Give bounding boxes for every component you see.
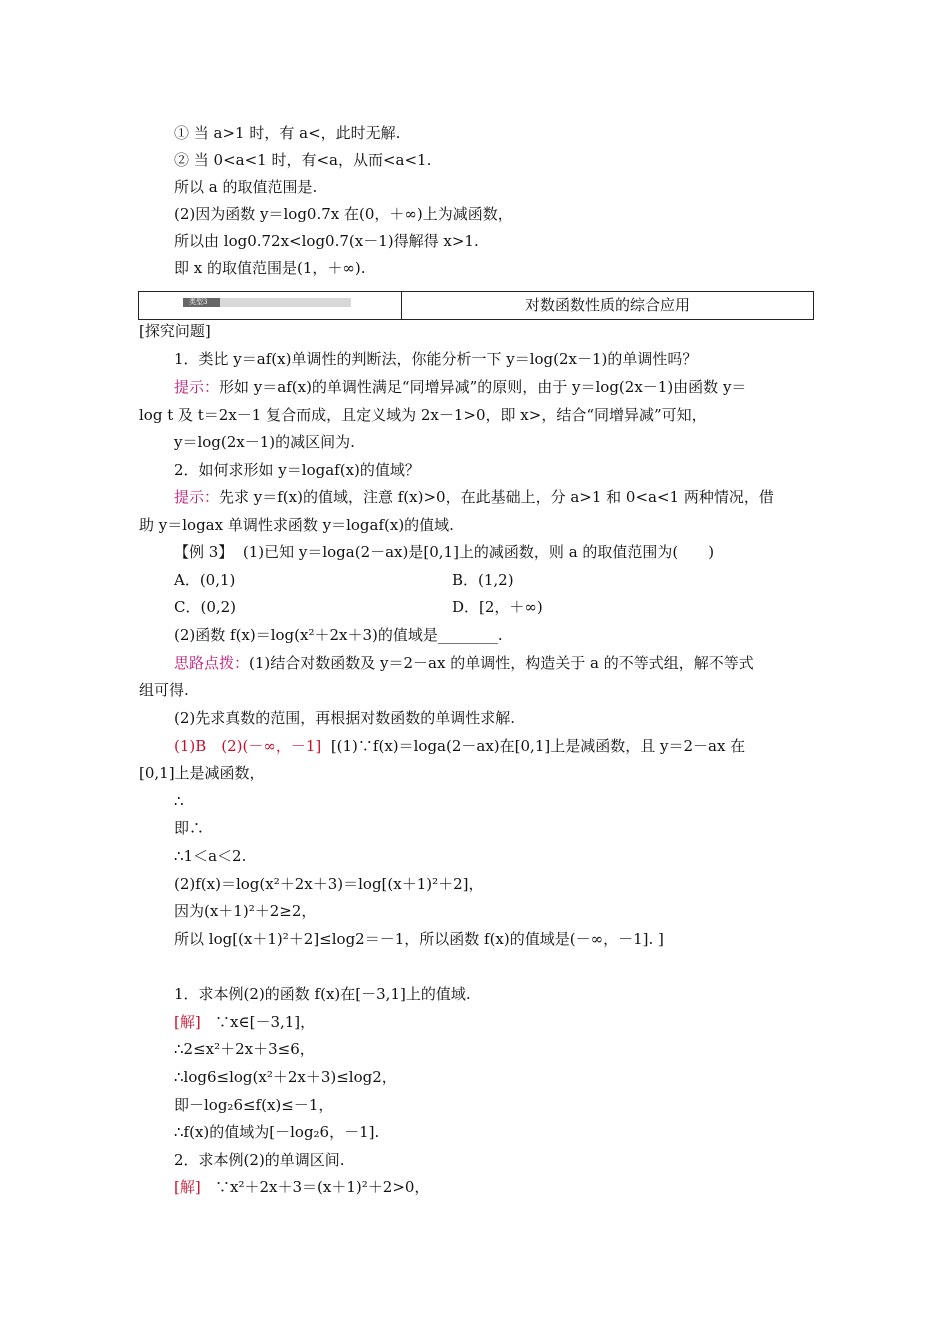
section-tag-badge: 类型3: [183, 298, 351, 307]
hint-text: 形如 y＝af(x)的单调性满足“同增异减”的原则，由于 y＝log(2x－1)由函数 y＝: [219, 378, 747, 396]
text-line: ∴log6≤log(x²＋2x＋3)≤log2，: [174, 1068, 397, 1086]
hint-line: [174, 488, 774, 506]
text-line: 即∴: [174, 819, 205, 837]
text-line: (2)函数 f(x)＝log(x²＋2x＋3)的值域是________.: [174, 626, 503, 644]
text-line: (2)因为函数 y＝log0.7x 在(0，＋∞)上为减函数，: [174, 205, 513, 223]
answer-label: (1)B (2)(－∞，－1]: [174, 737, 322, 755]
subsection-heading: [探究问题]: [139, 322, 211, 340]
text-line: log t 及 t＝2x－1 复合而成，且定义域为 2x－1>0，即 x>，结合“同增异减”可知，: [139, 406, 707, 424]
answer-line: [174, 737, 745, 755]
approach-label: 思路点拨：: [174, 654, 250, 672]
hint-line: [174, 378, 746, 396]
question-line: 2．求本例(2)的单调区间.: [174, 1151, 345, 1169]
solution-text: ∵x∈[－3,1]，: [215, 1013, 316, 1031]
solution-label: [解]: [174, 1178, 201, 1196]
text-line: ② 当 0<a<1 时，有<a，从而<a<1.: [174, 151, 432, 169]
hint-label: 提示：: [174, 488, 220, 506]
question-line: 1．类比 y＝af(x)单调性的判断法，你能分析一下 y＝log(2x－1)的单调性吗？: [174, 350, 698, 368]
text-line: 所以由 log0.72x<log0.7(x－1)得解得 x>1.: [174, 232, 479, 250]
question-line: 1．求本例(2)的函数 f(x)在[－3,1]上的值域.: [174, 985, 471, 1003]
answer-text: [(1)∵f(x)＝loga(2－ax)在[0,1]上是减函数，且 y＝2－ax 在: [330, 737, 746, 755]
text-line: 所以 log[(x＋1)²＋2]≤log2＝－1，所以函数 f(x)的值域是(－∞，－1]. ]: [174, 930, 664, 948]
text-line: ∴1＜a＜2.: [174, 847, 247, 865]
section-tag-cell: [139, 292, 402, 319]
text-line: ∴f(x)的值域为[－log₂6，－1].: [174, 1123, 380, 1141]
text-line: 因为(x＋1)²＋2≥2，: [174, 902, 317, 920]
text-line: 组可得.: [139, 681, 189, 699]
text-line: ∴2≤x²＋2x＋3≤6，: [174, 1040, 315, 1058]
example-line: [174, 543, 714, 561]
text-line: 所以 a 的取值范围是.: [174, 178, 318, 196]
example-label: 【例 3】: [174, 543, 234, 561]
hint-label: 提示：: [174, 378, 220, 396]
text-line: 即 x 的取值范围是(1，＋∞).: [174, 259, 366, 277]
text-line: (2)f(x)＝log(x²＋2x＋3)＝log[(x＋1)²＋2]，: [174, 875, 484, 893]
text-line: [0,1]上是减函数，: [139, 764, 265, 782]
option-d: D．[2，＋∞): [452, 598, 543, 616]
text-line: (2)先求真数的范围，再根据对数函数的单调性求解.: [174, 709, 516, 727]
solution-line: [174, 1178, 429, 1196]
example-text: (1)已知 y＝loga(2－ax)是[0,1]上的减函数，则 a 的取值范围为( ): [242, 543, 715, 561]
text-line: ∴: [174, 792, 184, 810]
question-line: 2．如何求形如 y＝logaf(x)的值域？: [174, 461, 420, 479]
solution-text: ∵x²＋2x＋3＝(x＋1)²＋2>0，: [215, 1178, 430, 1196]
section-title: 对数函数性质的综合应用: [524, 296, 690, 314]
text-line: 即－log₂6≤f(x)≤－1，: [174, 1096, 334, 1114]
option-b: B．(1,2): [452, 571, 514, 589]
text-line: ① 当 a>1 时，有 a<，此时无解.: [174, 124, 401, 142]
option-a: A．(0,1): [174, 571, 236, 589]
solution-line: [174, 1013, 315, 1031]
section-header-table: [138, 291, 814, 320]
text-line: 助 y＝logax 单调性求函数 y＝logaf(x)的值域.: [139, 516, 454, 534]
text-line: y＝log(2x－1)的减区间为.: [174, 433, 355, 451]
option-c: C．(0,2): [174, 598, 237, 616]
hint-text: 先求 y＝f(x)的值域，注意 f(x)>0，在此基础上，分 a>1 和 0<a<1 两种情况，借: [219, 488, 774, 506]
approach-text: (1)结合对数函数及 y＝2－ax 的单调性，构造关于 a 的不等式组，解不等式: [249, 654, 754, 672]
solution-label: [解]: [174, 1013, 201, 1031]
hint-line: [174, 654, 754, 672]
